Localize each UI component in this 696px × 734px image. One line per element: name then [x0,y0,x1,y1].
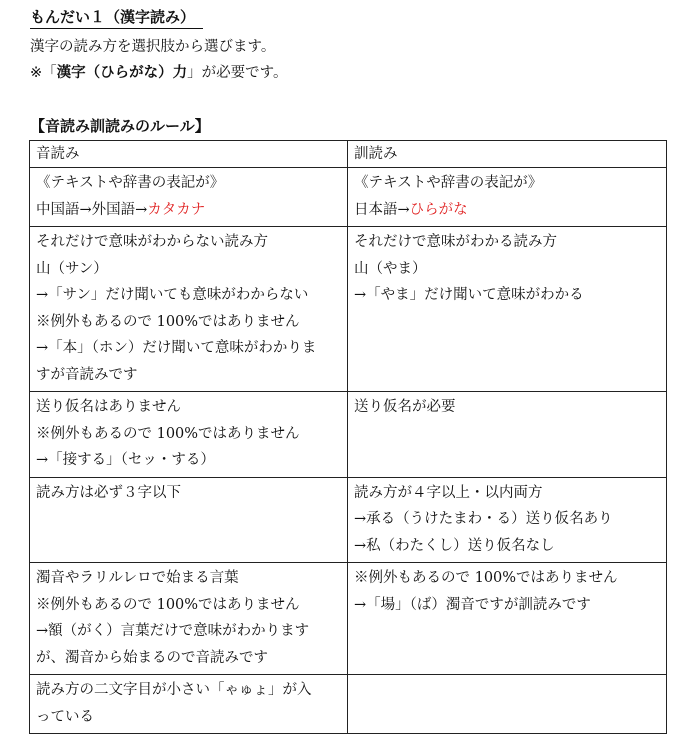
cell-on-okurigana [30,392,348,478]
cell-kun-meaning [348,227,667,392]
cell-line: 読み方の二文字目が小さい「ゃゅょ」が入 [36,682,312,698]
cell-line: 山（やま） [354,260,427,277]
cell-line: それだけで意味がわからない読み方 [36,234,268,250]
table-row [30,168,667,227]
table-row [30,227,667,392]
intro-line-1: 漢字の読み方を選択肢から選びます。 [30,39,276,55]
cell-kun-length [348,477,667,563]
cell-line: →額（がく）言葉だけで意味がわかります [36,623,310,639]
cell-line: →「場」（ば）濁音ですが訓読みです [354,596,591,613]
cell-line [36,197,341,224]
rules-table [29,140,667,734]
cell-line: 《テキストや辞書の表記が》 [354,175,543,191]
cell-line: が、濁音から始まるので音読みです [36,649,268,666]
notation-prefix: 日本語→ [354,201,410,218]
header-on-yomi: 音読み [30,141,348,168]
header-kun-yomi: 訓読み [348,141,667,168]
cell-on-notation [30,168,348,227]
cell-line: ※例外もあるので 100%ではありません [36,596,300,613]
cell-line: 山（サン） [36,260,108,277]
cell-line: っている [36,708,94,725]
cell-line: すが音読みです [36,366,138,383]
intro-line-2-prefix: ※「 [30,65,57,81]
intro-line-2-bold: 漢字（ひらがな）力 [56,64,188,81]
cell-line: ※例外もあるので 100%ではありません [354,570,618,586]
cell-line: →私（わたくし）送り仮名なし [354,537,555,554]
cell-line: →「本」（ホン）だけ聞いて意味がわかりま [36,340,317,356]
intro [30,34,288,86]
cell-line: →「接する」（セッ・する） [36,452,215,468]
cell-line: ※例外もあるので 100%ではありません [36,313,300,330]
table-row [30,392,667,478]
cell-line: →承る（うけたまわ・る）送り仮名あり [354,511,613,527]
cell-line: →「サン」だけ聞いても意味がわからない [36,287,309,303]
cell-line: 読み方は必ず３字以下 [36,484,181,501]
table-row [30,477,667,563]
section-title: 【音読み訓読みのルール】 [30,117,210,135]
hiragana-highlight: ひらがな [409,201,468,218]
katakana-highlight: カタカナ [147,201,206,218]
cell-on-length [30,477,348,563]
cell-line: 送り仮名はありません [36,399,181,415]
page-title: もんだい１（漢字読み） [30,6,203,29]
cell-kun-okurigana [348,392,667,478]
cell-line: →「やま」だけ聞いて意味がわかる [354,287,584,303]
cell-line: 送り仮名が必要 [354,399,456,415]
intro-line-2-suffix: 」が必要です。 [187,65,288,81]
cell-kun-dakuon [348,563,667,675]
cell-kun-notation [348,168,667,227]
intro-line-2 [30,60,288,86]
cell-line: それだけで意味がわかる読み方 [354,234,557,250]
table-row [30,563,667,675]
table-header-row [30,141,667,168]
cell-line: 濁音やラリルレロで始まる言葉 [36,570,239,586]
cell-on-dakuon [30,563,348,675]
notation-prefix: 中国語→外国語→ [36,201,148,218]
cell-line: 《テキストや辞書の表記が》 [36,175,225,191]
cell-on-meaning [30,227,348,392]
cell-line [354,197,660,224]
cell-line: 読み方が４字以上・以内両方 [354,484,543,501]
cell-line: ※例外もあるので 100%ではありません [36,425,300,442]
